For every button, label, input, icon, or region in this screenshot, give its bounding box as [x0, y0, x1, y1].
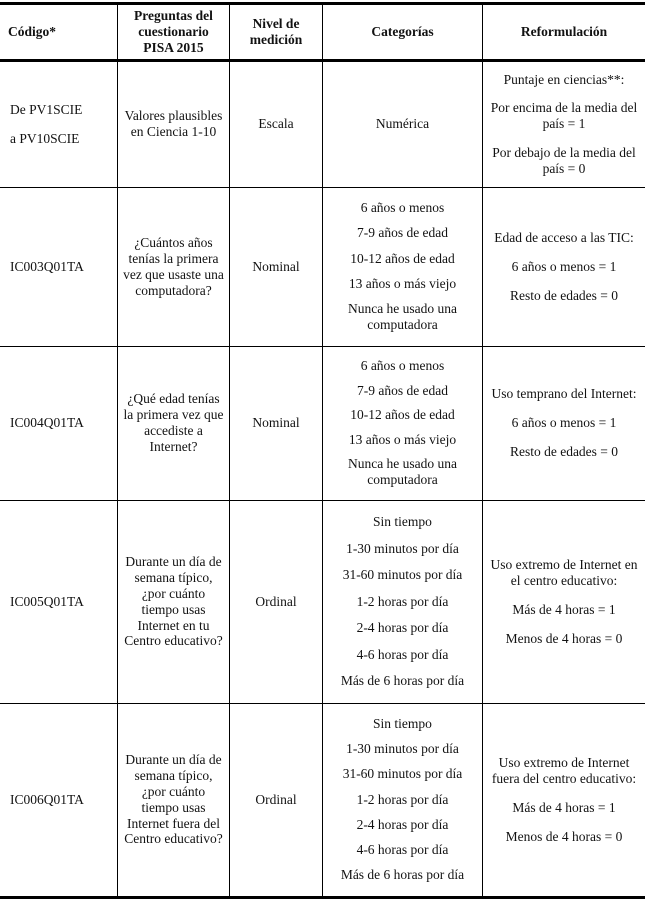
- column-header-codigo: Código*: [0, 5, 118, 59]
- categoria-item: 2-4 horas por día: [356, 620, 449, 636]
- categoria-item: 1-2 horas por día: [356, 593, 449, 609]
- categoria-item: 2-4 horas por día: [356, 816, 449, 832]
- cell-codigo: [0, 188, 118, 346]
- cell-codigo: [0, 347, 118, 500]
- codigo-line: IC005Q01TA: [10, 593, 84, 609]
- categoria-item: 7-9 años de edad: [356, 382, 449, 398]
- cell-categorias: [323, 704, 483, 896]
- codigo-line: IC003Q01TA: [10, 258, 84, 274]
- categoria-item: Sin tiempo: [373, 715, 432, 731]
- table-row-ic003q01ta: [0, 188, 645, 347]
- cell-codigo: [0, 501, 118, 703]
- reformulacion-item: Uso temprano del Internet:: [491, 386, 637, 402]
- categoria-item: 1-30 minutos por día: [346, 741, 459, 757]
- cell-categorias: [323, 347, 483, 500]
- categoria-item: 7-9 años de edad: [356, 225, 449, 241]
- cell-nivel-medicion: Ordinal: [230, 704, 323, 896]
- cell-categorias: [323, 188, 483, 346]
- reformulacion-item: Puntaje en ciencias**:: [503, 71, 625, 87]
- categoria-item: 6 años o menos: [360, 358, 445, 374]
- codigo-line: De PV1SCIE: [10, 101, 83, 117]
- column-header-categorias: Categorías: [323, 5, 483, 59]
- codigo-line: a PV10SCIE: [10, 130, 80, 146]
- categoria-item: Nunca he usado una computadora: [347, 301, 458, 333]
- categoria-item: 10-12 años de edad: [350, 250, 455, 266]
- reformulacion-item: Más de 4 horas = 1: [512, 799, 616, 815]
- reformulacion-item: Uso extremo de Internet fuera del centro educativo:: [491, 754, 637, 786]
- table-row-ic005q01ta: [0, 501, 645, 704]
- table-row-ic006q01ta: [0, 704, 645, 896]
- cell-codigo: [0, 62, 118, 187]
- categoria-item: 31-60 minutos por día: [342, 766, 463, 782]
- column-header-reformulacion: Reformulación: [520, 24, 608, 40]
- categoria-item: 13 años o más viejo: [348, 431, 457, 447]
- cell-reformulacion: [483, 188, 645, 346]
- cell-reformulacion: [483, 704, 645, 896]
- cell-categorias: [323, 501, 483, 703]
- reformulacion-item: Más de 4 horas = 1: [512, 601, 616, 617]
- reformulacion-item: Resto de edades = 0: [509, 444, 619, 460]
- table-row-ic004q01ta: [0, 347, 645, 501]
- reformulacion-item: Por encima de la media del país = 1: [490, 100, 638, 132]
- table-row-pv1scie-pv10scie: [0, 62, 645, 188]
- categoria-item: 6 años o menos: [360, 200, 445, 216]
- categoria-item: 10-12 años de edad: [350, 407, 455, 423]
- cell-nivel-medicion: Nominal: [230, 347, 323, 500]
- column-header-preguntas: Preguntas del cuestionario PISA 2015: [118, 5, 230, 59]
- categoria-item: Más de 6 horas por día: [340, 673, 465, 689]
- cell-reformulacion: [483, 347, 645, 500]
- cell-pregunta: ¿Cuántos años tenías la primera vez que usaste una computadora?: [118, 188, 230, 346]
- reformulacion-item: Menos de 4 horas = 0: [505, 630, 623, 646]
- categoria-item: Nunca he usado una computadora: [347, 456, 458, 488]
- cell-reformulacion: [483, 501, 645, 703]
- cell-nivel-medicion: Ordinal: [230, 501, 323, 703]
- reformulacion-item: Por debajo de la media del país = 0: [492, 145, 636, 177]
- cell-pregunta: Durante un día de semana típico, ¿por cuánto tiempo usas Internet fuera del Centro educativo?: [118, 704, 230, 896]
- categoria-item: 13 años o más viejo: [348, 276, 457, 291]
- cell-pregunta: Durante un día de semana típico, ¿por cuánto tiempo usas Internet en tu Centro educativo?: [118, 501, 230, 703]
- cell-nivel-medicion: Nominal: [230, 188, 323, 346]
- reformulacion-item: Uso extremo de Internet en el centro educativo:: [490, 556, 638, 588]
- column-header-nivel-medicion: Nivel de medición: [230, 5, 323, 59]
- reformulacion-item: Menos de 4 horas = 0: [505, 828, 623, 844]
- reformulacion-item: 6 años o menos = 1: [511, 258, 617, 274]
- categoria-item: 1-30 minutos por día: [346, 540, 459, 556]
- categoria-item: 4-6 horas por día: [356, 842, 449, 858]
- categoria-item: Numérica: [375, 116, 430, 132]
- categoria-item: 4-6 horas por día: [356, 646, 449, 662]
- cell-reformulacion: [483, 62, 645, 187]
- table-header-row: [0, 5, 645, 62]
- cell-nivel-medicion: Escala: [230, 62, 323, 187]
- codigo-line: IC004Q01TA: [10, 415, 84, 431]
- categoria-item: Sin tiempo: [373, 514, 432, 530]
- codigo-line: IC006Q01TA: [10, 791, 84, 807]
- cell-pregunta: ¿Qué edad tenías la primera vez que accediste a Internet?: [118, 347, 230, 500]
- categoria-item: Más de 6 horas por día: [340, 867, 465, 883]
- categoria-item: 1-2 horas por día: [356, 791, 449, 807]
- reformulacion-item: 6 años o menos = 1: [511, 415, 617, 431]
- cell-pregunta: Valores plausibles en Ciencia 1-10: [118, 62, 230, 187]
- reformulacion-item: Edad de acceso a las TIC:: [494, 229, 634, 245]
- categoria-item: 31-60 minutos por día: [342, 567, 463, 583]
- cell-codigo: [0, 704, 118, 896]
- variables-table: [0, 2, 645, 899]
- reformulacion-item: Resto de edades = 0: [509, 287, 619, 303]
- cell-categorias: [323, 62, 483, 187]
